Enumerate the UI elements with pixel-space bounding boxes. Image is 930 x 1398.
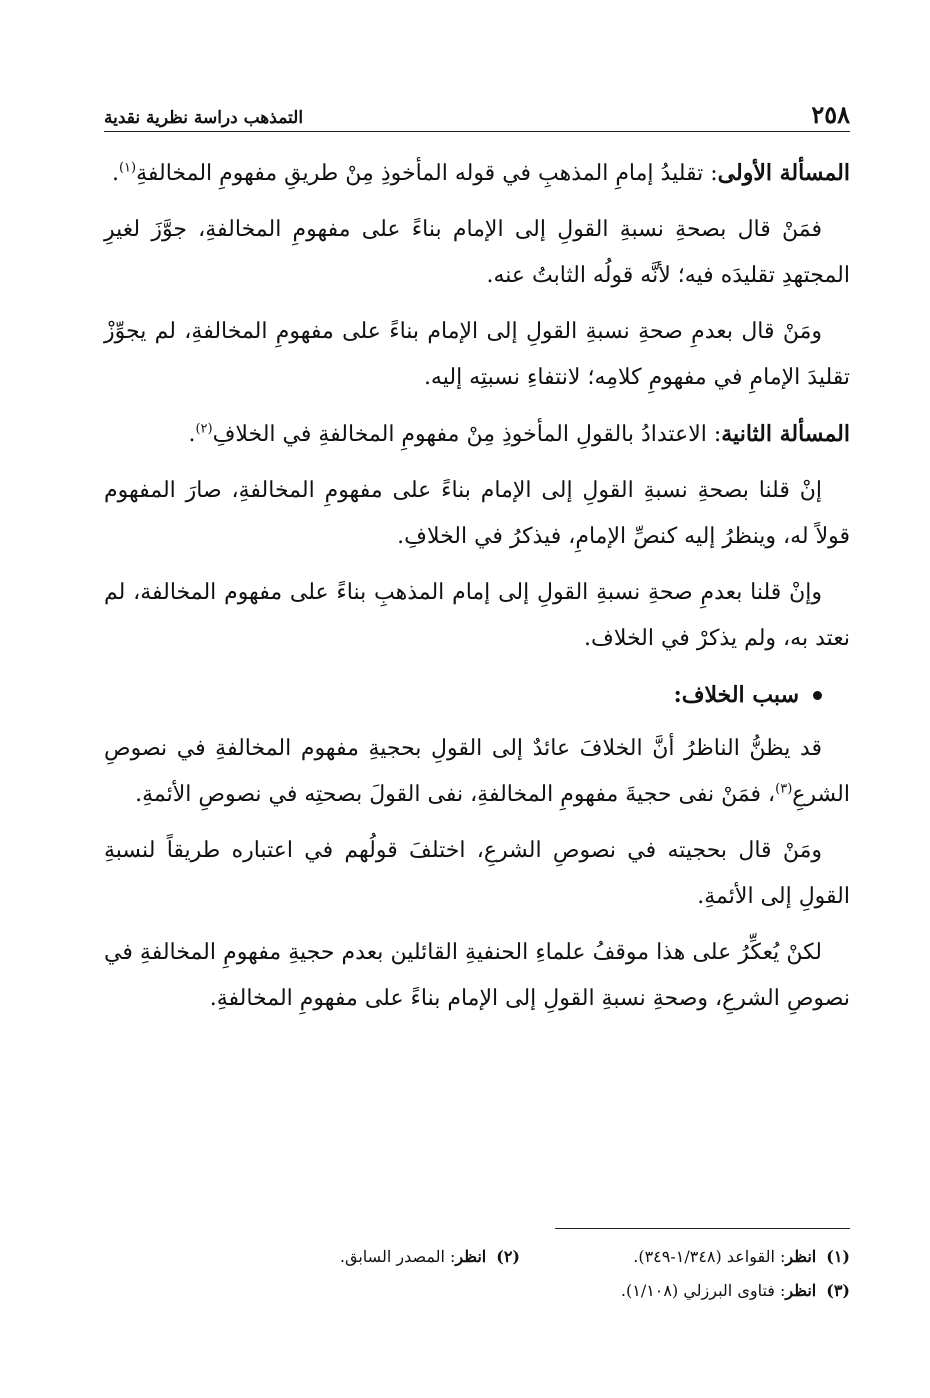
footnote-ref-1: (١) [118,160,137,176]
footnotes [104,1240,850,1308]
footnote-3 [520,1274,850,1308]
paragraph-7 [104,726,850,818]
issue-one-end: . [111,161,119,186]
issue-two-text: : الاعتدادُ بالقولِ المأخوذِ مِنْ مفهومِ المخالفةِ في الخلافِ [212,422,722,447]
paragraph-3: ومَنْ قال بعدمِ صحةِ نسبةِ القولِ إلى الإمام بناءً على مفهومِ المخالفةِ، لم يجوِّزْ تقليدَ الإمامِ في مفهومِ كلامِه؛ لانتفاءِ نسبتِه إليه. [104,319,850,390]
footnote-2 [190,1240,520,1274]
footnote-text: : المصدر السابق. [339,1247,456,1266]
running-title: التمذهب دراسة نظرية نقدية [104,108,304,128]
issue-one-text: : تقليدُ إمامِ المذهبِ في قوله المأخوذِ مِنْ طريقِ مفهومِ المخالفةِ [136,161,718,186]
paragraph-6: وإنْ قلنا بعدمِ صحةِ نسبةِ القولِ إلى إمام المذهبِ بناءً على مفهوم المخالفة، لم نعتد به، ولم يذكرْ في الخلاف. [104,580,850,651]
paragraph-8: ومَنْ قال بحجيته في نصوصِ الشرعِ، اختلفَ قولُهم في اعتباره طريقاً لنسبةِ القولِ إلى الأئمةِ. [104,838,850,909]
paragraph-2: فمَنْ قال بصحةِ نسبةِ القولِ إلى الإمام بناءً على مفهومِ المخالفةِ، جوَّزَ لغيرِ المجتهدِ تقليدَه فيه؛ لأنَّه قولُه الثابتُ عنه. [104,217,850,288]
footnote-label: انظر [785,1281,817,1300]
paragraph-7-part-a: قد يظنُّ الناظرُ أنَّ الخلافَ عائدٌ إلى القولِ بحجيةِ مفهوم المخالفةِ في نصوصِ الشرعِ [104,736,850,807]
page-number: ٢٥٨ [811,100,850,129]
paragraph-9: لكنْ يُعكِّرُ على هذا موقفُ علماءِ الحنفيةِ القائلين بعدم حجيةِ مفهومِ المخالفةِ في نصوصِ الشرعِ، وصحةِ نسبةِ القولِ إلى الإمام بناءً على مفهومِ المخالفةِ. [104,940,850,1011]
footnote-row [104,1240,850,1274]
issue-one-heading: المسألة الأولى [717,160,850,186]
issue-two-heading: المسألة الثانية [721,421,850,447]
footnote-number: (٣) [826,1281,850,1300]
footnote-number: (٢) [496,1247,520,1266]
footnote-label: انظر [455,1247,487,1266]
bullet-icon [813,691,822,700]
footnote-text: : فتاوى البرزلي (١/١٠٨). [620,1281,786,1300]
paragraph-5: إنْ قلنا بصحةِ نسبةِ القولِ إلى الإمام بناءً على مفهومِ المخالفةِ، صارَ المفهوم قولاً له، وينظرُ إليه كنصِّ الإمامِ، فيذكرُ في الخلافِ. [104,478,850,549]
footnote-number: (١) [826,1247,850,1266]
footnote-1 [520,1240,850,1274]
section-heading [104,672,850,718]
footnote-text: : القواعد (١/٣٤٨-٣٤٩). [633,1247,786,1266]
footnote-divider [555,1228,850,1229]
issue-two-end: . [188,422,196,447]
paragraph-issue-two [104,411,850,458]
paragraph-7-part-b: ، فمَنْ نفى حجيةَ مفهومِ المخالفةِ، نفى القولَ بصحتِه في نصوصِ الأئمةِ. [135,782,776,807]
page-header [104,96,850,132]
paragraph-issue-one [104,150,850,197]
section-heading-text: سبب الخلاف: [673,682,799,708]
footnote-ref-3: (٣) [775,781,793,797]
main-text [104,150,850,1032]
footnote-row [104,1274,850,1308]
footnote-ref-2: (٢) [195,421,213,437]
footnote-label: انظر [785,1247,817,1266]
